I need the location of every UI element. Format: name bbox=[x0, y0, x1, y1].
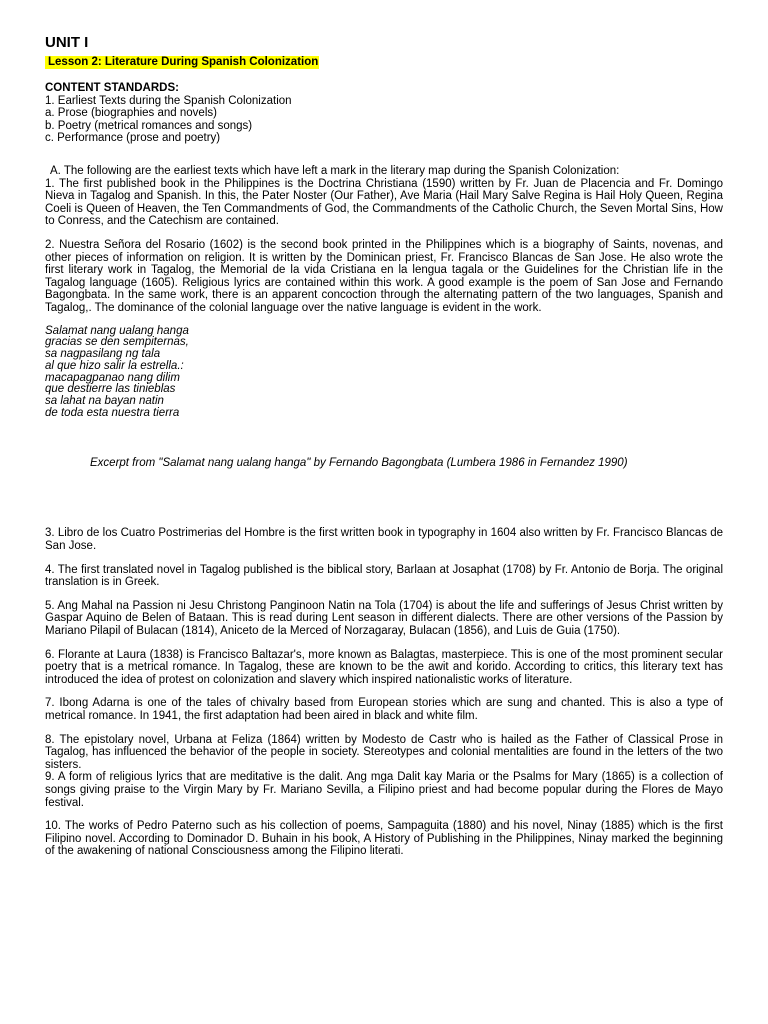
poem-line: de toda esta nuestra tierra bbox=[45, 407, 180, 420]
poem-line: macapagpanao nang dilim bbox=[45, 371, 180, 384]
standard-item: a. Prose (biographies and novels) bbox=[45, 107, 217, 120]
standard-item: c. Performance (prose and poetry) bbox=[45, 132, 221, 145]
paragraph-1: 1. The first published book in the Philippines is the Doctrina Christiana (1590) written by Fr. Juan de Placencia and Fr. Domingo Nieva in Tagalog and Spanish. In this, the Pater Noster (Our Father), Ave Maria (Hail Mary Salve Regina is Hail Holy Queen, Regina Coeli is Queen of Heaven, the Ten Commandments of God, the Commandments of the Catholic Church, the Seven Mortal Sins, How to Conress, and the Catechism are contained. bbox=[45, 177, 723, 228]
intro-paragraph: A. The following are the earliest texts which have left a mark in the literary map during the Spanish Colonization: bbox=[50, 164, 620, 177]
poem-line: que destierre las tinieblas bbox=[45, 383, 176, 396]
content-standards bbox=[45, 82, 723, 145]
standard-item: b. Poetry (metrical romances and songs) bbox=[45, 119, 253, 132]
paragraph-2: 2. Nuestra Señora del Rosario (1602) is the second book printed in the Philippines which is a biography of Saints, novenas, and other pieces of information on religion. It is written by the Dominican priest, Fr. Francisco Blancas de San Jose. He also wrote the first literary work in Tagalog, the Memorial de la vida Cristiana en la lengua tagala or the Guidelines for the Christian life in the Tagalog language (1605). Religious lyrics are contained within this work. A good example is the poem of San Jose and Fernando Bagongbata. In the same work, there is an apparent concoction through the alternating pattern of the two languages, Spanish and Tagalog,. The dominance of the colonial language over the native language is evident in the work. bbox=[45, 238, 723, 314]
content-standards-heading: CONTENT STANDARDS: bbox=[45, 82, 179, 94]
unit-title: UNIT I bbox=[45, 34, 89, 51]
paragraph-4: 4. The first translated novel in Tagalog published is the biblical story, Barlaan at Josaphat (1708) by Fr. Antonio de Borja. The original translation is in Greek. bbox=[45, 563, 723, 589]
paragraph-5: 5. Ang Mahal na Passion ni Jesu Christong Panginoon Natin na Tola (1704) is about the life and sufferings of Jesus Christ written by Gaspar Aquino de Belen of Bataan. This is read during Lent season in different dialects. There are other versions of the Passion by Mariano Pilapil of Bulacan (1814), Aniceto de la Merced of Norzagaray, Bulacan (1856), and Luis de Guia (1750). bbox=[45, 599, 723, 638]
poem-line: al que hizo salir la estrella.: bbox=[45, 359, 184, 372]
paragraph-8: 8. The epistolary novel, Urbana at Feliza (1864) written by Modesto de Castr who is hailed as the Father of Classical Prose in Tagalog, has influenced the behavior of the people in society. Stereotypes and colonial mentalities are found in the letters of the two sisters. bbox=[45, 733, 723, 771]
poem-line: gracias se den sempiternas, bbox=[45, 336, 189, 349]
poem-line: sa nagpasilang ng tala bbox=[45, 348, 161, 361]
paragraph-9: 9. A form of religious lyrics that are meditative is the dalit. Ang mga Dalit kay Maria or the Psalms for Mary (1865) is a collection of songs giving praise to the Virgin Mary by Fr. Mariano Sevilla, a Filipino priest and had become popular during the Flores de Mayo festival. bbox=[45, 771, 723, 809]
paragraph-7: 7. Ibong Adarna is one of the tales of chivalry based from European stories which are sung and chanted. This is also a type of metrical romance. In 1941, the first adaptation had been aired in black and white film. bbox=[45, 697, 723, 722]
standard-item: 1. Earliest Texts during the Spanish Colonization bbox=[45, 94, 292, 107]
paragraph-10: 10. The works of Pedro Paterno such as his collection of poems, Sampaguita (1880) and his novel, Ninay (1885) which is the first Filipino novel. According to Dominador D. Buhain in his book, A History of Publishing in the Philippines, Ninay marked the beginning of the awakening of national Consciousness among the Filipino literati. bbox=[45, 820, 723, 858]
document-page bbox=[45, 34, 723, 858]
poem-stanza bbox=[45, 326, 723, 420]
paragraph-3: 3. Libro de los Cuatro Postrimerias del Hombre is the first written book in typography in 1604 also written by Fr. Francisco Blancas de San Jose. bbox=[45, 527, 723, 553]
poem-line: Salamat nang ualang hanga bbox=[45, 324, 189, 337]
lesson-title-highlight: Lesson 2: Literature During Spanish Colonization bbox=[45, 56, 319, 69]
paragraph-6: 6. Florante at Laura (1838) is Francisco Baltazar's, more known as Balagtas, masterpiece. This is one of the most prominent secular poetry that is a metrical romance. In Tagalog, these are known to be the awit and korido. According to critics, this literary text has introduced the idea of protest on colonization and slavery which inspired nationalistic works of literature. bbox=[45, 648, 723, 686]
excerpt-citation: Excerpt from "Salamat nang ualang hanga" by Fernando Bagongbata (Lumbera 1986 in Fernandez 1990) bbox=[90, 456, 628, 469]
poem-line: sa lahat na bayan natin bbox=[45, 395, 164, 408]
